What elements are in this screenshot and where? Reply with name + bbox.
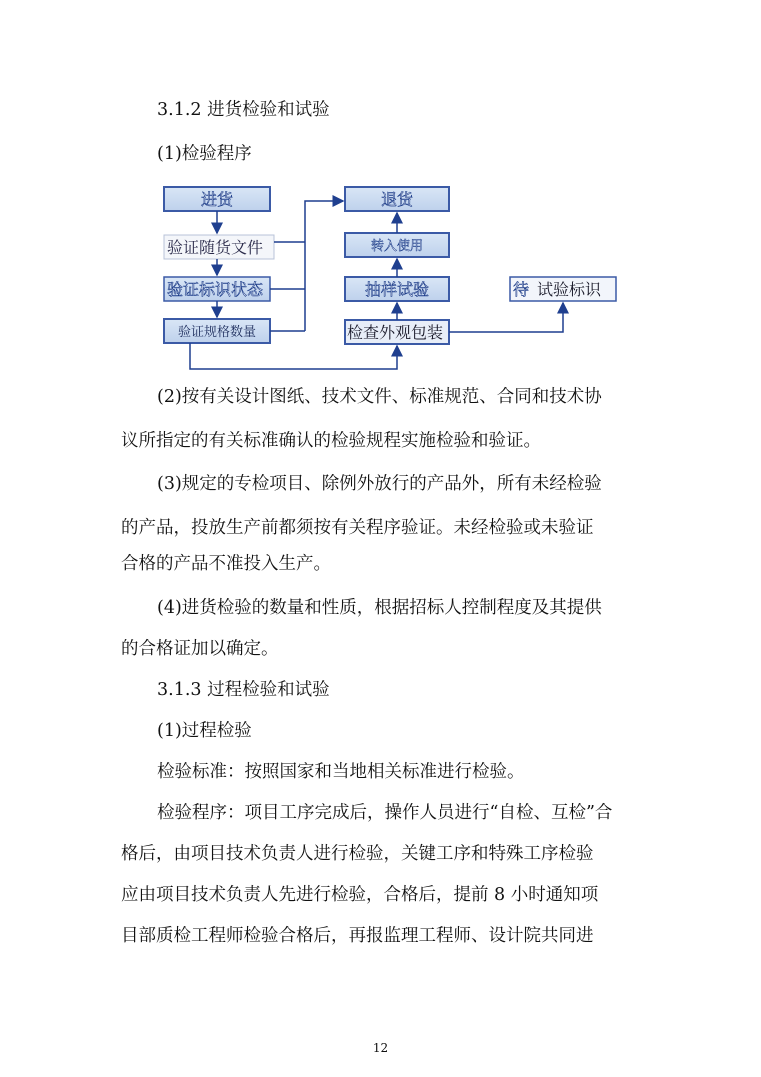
para2-line1: (2)按有关设计图纸、技术文件、标准规范、合同和技术协 [157,387,602,407]
box-sampling-test-label: 抽样试验 [364,280,430,299]
box-transfer-use [345,233,449,257]
box-verify-spec-qty [164,319,270,343]
subheading-inspection-procedure: (1)检验程序 [157,144,252,164]
subheading-process-inspection: (1)过程检验 [157,721,252,741]
box-sampling-test [345,277,449,301]
procedure-line3: 应由项目技术负责人先进行检验，合格后，提前 8 小时通知项 [121,885,599,905]
box-inspect-package-label: 检查外观包装 [347,323,444,342]
section-heading-3-1-3: 3.1.3 过程检验和试验 [157,680,330,700]
box-verify-marks [164,277,270,301]
box-return-goods-label: 退货 [380,190,414,209]
para4-line2: 的合格证加以确定。 [121,639,279,659]
box-verify-spec-qty-label: 验证规格数量 [177,325,257,340]
box-verify-docs-label: 验证随货文件 [167,238,264,257]
box-incoming [164,187,270,211]
para3-line2: 的产品，投放生产前都须按有关程序验证。未经检验或未验证 [121,518,594,538]
box-return-goods [345,187,449,211]
box-transfer-use-label: 转入使用 [370,239,424,254]
box-verify-docs [164,235,274,259]
para3-line1: (3)规定的专检项目、除例外放行的产品外，所有未经检验 [157,474,602,494]
pending-prefix: 待 [513,280,530,299]
box-verify-marks-label: 验证标识状态 [167,280,264,299]
para4-line1: (4)进货检验的数量和性质，根据招标人控制程度及其提供 [157,598,602,618]
inspection-standard: 检验标准：按照国家和当地相关标准进行检验。 [157,762,525,782]
procedure-line4: 目部质检工程师检验合格后，再报监理工程师、设计院共同进 [121,926,594,946]
inspection-flowchart [0,0,761,380]
pending-label: 试验标识 [537,280,602,299]
box-inspect-package [345,320,449,344]
procedure-line2: 格后，由项目技术负责人进行检验，关键工序和特殊工序检验 [121,844,594,864]
box-incoming-label: 进货 [200,190,234,209]
para3-line3: 合格的产品不准投入生产。 [121,554,331,574]
page-number: 12 [372,1041,389,1055]
section-heading-3-1-2: 3.1.2 进货检验和试验 [157,100,330,120]
procedure-line1: 检验程序：项目工序完成后，操作人员进行“自检、互检”合 [157,803,613,823]
box-pending-test-mark [510,277,616,301]
para2-line2: 议所指定的有关标准确认的检验规程实施检验和验证。 [121,431,541,451]
